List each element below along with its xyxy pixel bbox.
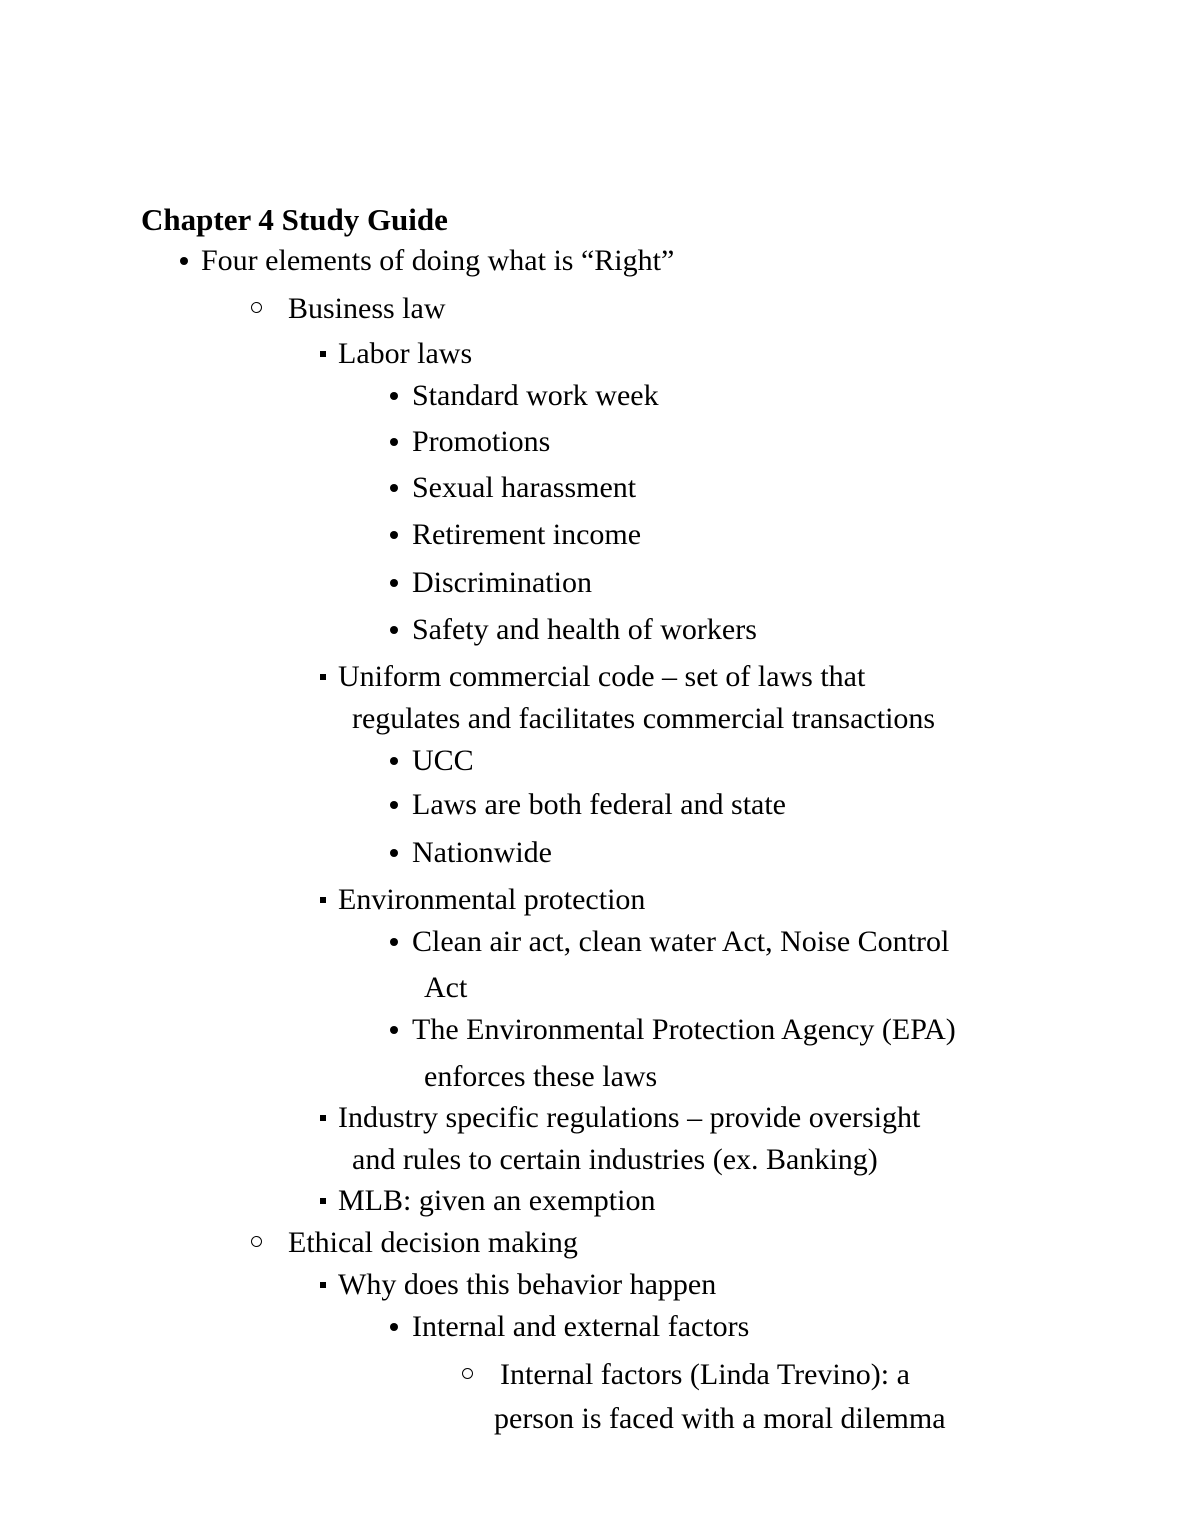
outline-item-level-2: Ethical decision making bbox=[288, 1226, 578, 1259]
bullet-circle-icon bbox=[251, 290, 263, 328]
outline-item-level-4: Laws are both federal and state bbox=[412, 788, 786, 821]
bullet-dot-icon bbox=[390, 611, 402, 649]
bullet-dot-icon bbox=[390, 516, 402, 554]
outline-item-level-3: MLB: given an exemption bbox=[338, 1184, 656, 1217]
bullet-circle-icon bbox=[462, 1356, 474, 1394]
outline-item-level-4: Internal and external factors bbox=[412, 1310, 750, 1343]
outline-item-level-2: Business law bbox=[288, 292, 446, 325]
outline-item-level-4: UCC bbox=[412, 744, 474, 777]
outline-item-level-4: Safety and health of workers bbox=[412, 613, 757, 646]
bullet-dot-icon bbox=[390, 564, 402, 602]
outline-item-continuation: person is faced with a moral dilemma bbox=[494, 1402, 946, 1435]
bullet-dot-icon bbox=[390, 742, 402, 780]
outline-item-level-3: Uniform commercial code – set of laws that bbox=[338, 660, 866, 693]
bullet-square-icon bbox=[320, 335, 332, 373]
bullet-dot-icon bbox=[390, 423, 402, 461]
outline-item-level-4: The Environmental Protection Agency (EPA) bbox=[412, 1013, 956, 1046]
outline-item-continuation: regulates and facilitates commercial transactions bbox=[352, 702, 936, 735]
outline-item-continuation: and rules to certain industries (ex. Banking) bbox=[352, 1143, 878, 1176]
page-title: Chapter 4 Study Guide bbox=[141, 202, 448, 237]
bullet-square-icon bbox=[320, 1182, 332, 1220]
outline-item-level-4: Clean air act, clean water Act, Noise Control bbox=[412, 925, 950, 958]
bullet-dot-icon bbox=[390, 377, 402, 415]
outline-item-level-4: Sexual harassment bbox=[412, 471, 637, 504]
bullet-dot-icon bbox=[390, 469, 402, 507]
outline-item-level-4: Retirement income bbox=[412, 518, 642, 551]
outline-item-level-4: Standard work week bbox=[412, 379, 659, 412]
outline-item-level-3: Industry specific regulations – provide oversight bbox=[338, 1101, 921, 1134]
bullet-dot-icon bbox=[390, 923, 402, 961]
bullet-dot-icon bbox=[390, 1308, 402, 1346]
bullet-square-icon bbox=[320, 658, 332, 696]
bullet-dot-icon bbox=[180, 242, 192, 280]
outline-item-level-4: Discrimination bbox=[412, 566, 592, 599]
bullet-dot-icon bbox=[390, 1011, 402, 1049]
outline-item-level-3: Labor laws bbox=[338, 337, 473, 370]
outline-item-level-1: Four elements of doing what is “Right” bbox=[201, 244, 675, 277]
outline-item-level-3: Environmental protection bbox=[338, 883, 646, 916]
bullet-square-icon bbox=[320, 881, 332, 919]
outline-item-continuation: Act bbox=[424, 971, 468, 1004]
outline-item-level-4: Nationwide bbox=[412, 836, 552, 869]
bullet-square-icon bbox=[320, 1266, 332, 1304]
bullet-square-icon bbox=[320, 1099, 332, 1137]
outline-item-level-3: Why does this behavior happen bbox=[338, 1268, 717, 1301]
outline-item-level-4: Promotions bbox=[412, 425, 551, 458]
bullet-dot-icon bbox=[390, 834, 402, 872]
outline-item-continuation: enforces these laws bbox=[424, 1060, 658, 1093]
bullet-dot-icon bbox=[390, 786, 402, 824]
outline-item-level-5: Internal factors (Linda Trevino): a bbox=[500, 1358, 910, 1391]
bullet-circle-icon bbox=[251, 1224, 263, 1262]
